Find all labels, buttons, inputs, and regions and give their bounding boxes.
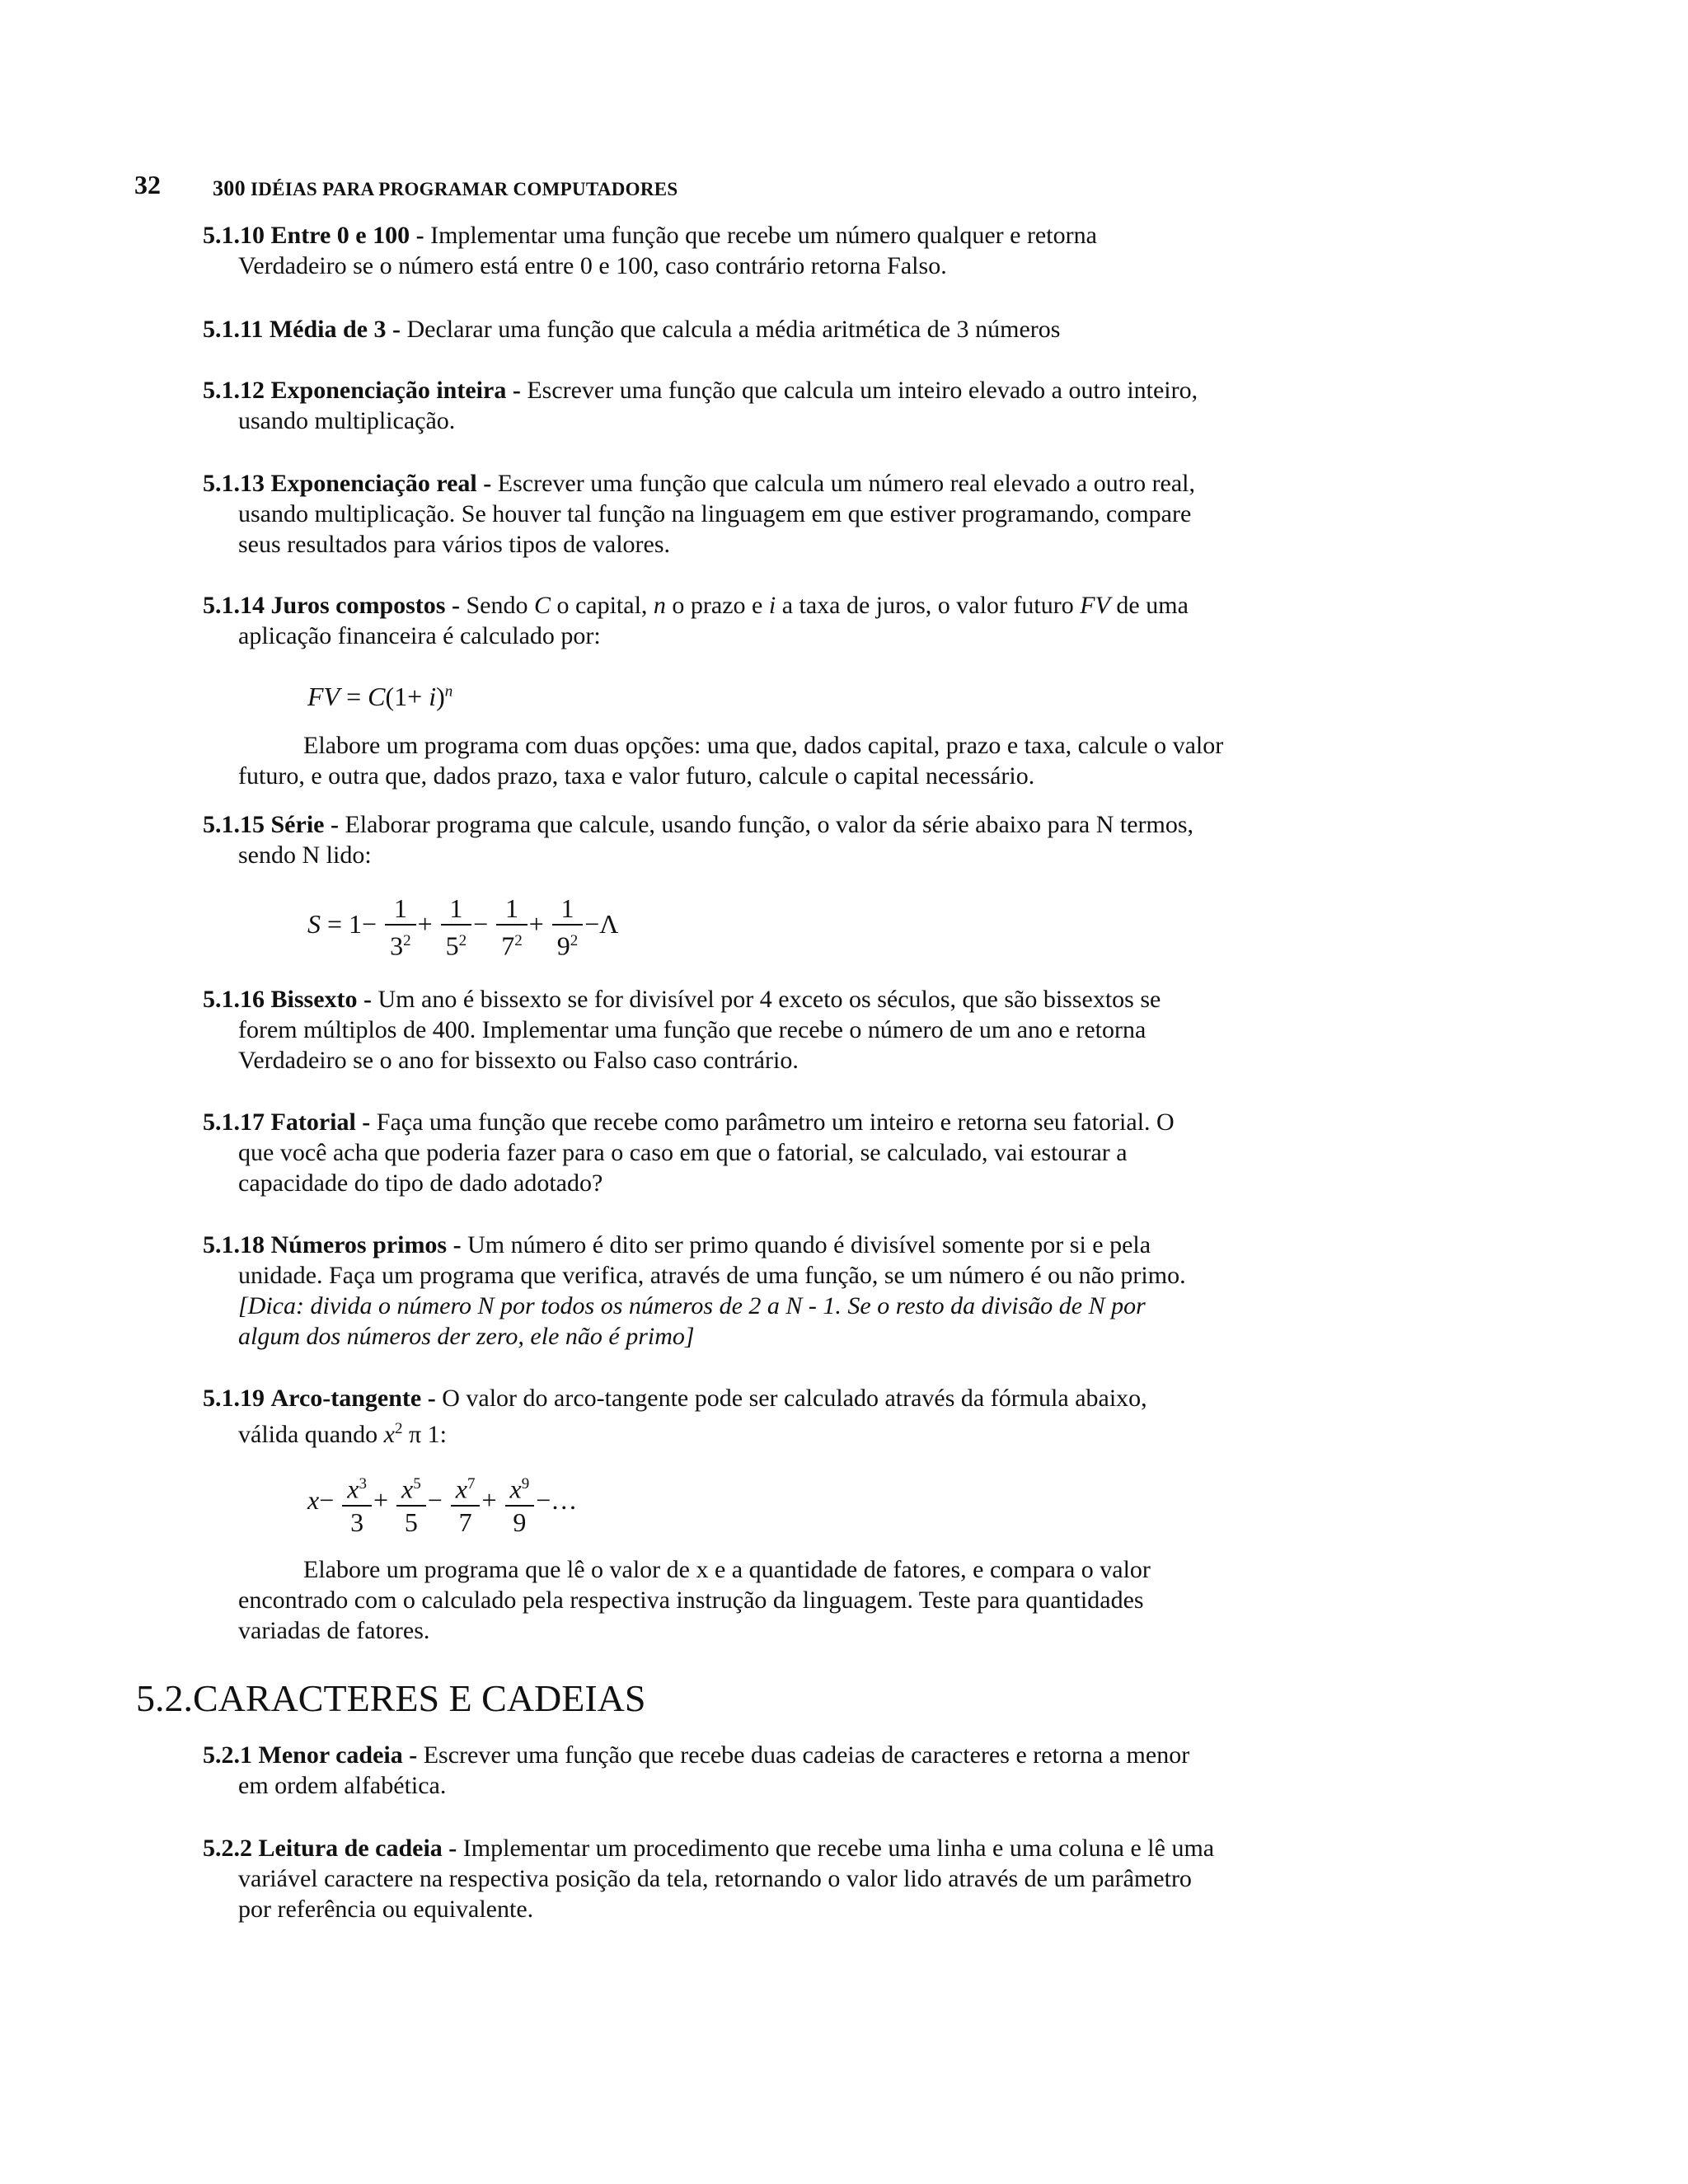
- page-number: 32: [134, 170, 161, 199]
- formula-paren: (1+: [385, 682, 423, 711]
- exercise-number: 5.1.17: [203, 1108, 265, 1136]
- fraction: [496, 893, 528, 962]
- condition-x: x: [383, 1421, 395, 1448]
- exponent: 2: [403, 932, 411, 949]
- exponent: 3: [359, 1475, 367, 1493]
- fraction: [396, 1469, 426, 1538]
- exercise-5-1-15: [203, 809, 1271, 870]
- numerator: [505, 1469, 535, 1507]
- exercise-text-cont: que você acha que poderia fazer para o caso em que o fatorial, se calculado, vai estourar a: [238, 1139, 1128, 1166]
- denominator: [496, 926, 528, 962]
- exercise-title: Exponenciação real -: [270, 470, 492, 497]
- formula-lhs: FV: [307, 682, 340, 711]
- exercise-text: Sendo: [466, 592, 528, 619]
- exercise-5-2-2: [203, 1833, 1271, 1924]
- exercise-text: Um ano é bissexto se for divisível por 4 exceto os séculos, que são bissextos se: [377, 986, 1161, 1013]
- exercise-text-cont: por referência ou equivalente.: [238, 1896, 534, 1923]
- denominator: [552, 926, 584, 962]
- formula-minus: −: [427, 1485, 443, 1516]
- exponent: 2: [570, 932, 579, 949]
- exercise-text: Faça uma função que recebe como parâmetro um inteiro e retorna seu fatorial. O: [376, 1108, 1175, 1136]
- fraction: [441, 893, 472, 962]
- formula-ellipsis: Λ: [599, 909, 619, 940]
- exercise-5-1-19: [203, 1383, 1271, 1450]
- exercise-title: Média de 3 -: [269, 316, 401, 343]
- section-heading: 5.2.CARACTERES E CADEIAS: [136, 1677, 646, 1719]
- exercise-text-cont: capacidade do tipo de dado adotado?: [238, 1169, 603, 1197]
- base: x: [455, 1474, 467, 1504]
- denominator: 3: [350, 1507, 364, 1537]
- formula-plus: +: [528, 909, 544, 940]
- exercise-number: 5.1.15: [203, 811, 265, 838]
- exponent: 2: [458, 932, 467, 949]
- exercise-text-cont: unidade. Faça um programa que verifica, através de uma função, se um número é ou não primo.: [238, 1262, 1186, 1289]
- formula-future-value: [307, 682, 452, 712]
- exercise-hint: algum dos números der zero, ele não é primo]: [238, 1323, 695, 1350]
- exercise-title: Menor cadeia -: [258, 1741, 418, 1769]
- base: 7: [501, 930, 515, 961]
- exercise-text-cont: variadas de fatores.: [238, 1617, 430, 1644]
- exercise-text-cont: seus resultados para vários tipos de valores.: [238, 531, 671, 558]
- exercise-title: Arco-tangente -: [270, 1385, 436, 1412]
- formula-series: [307, 893, 618, 962]
- exercise-5-1-13: [203, 468, 1271, 560]
- running-head-title: IDÉIAS PARA PROGRAMAR COMPUTADORES: [250, 179, 678, 199]
- denominator: 7: [458, 1507, 472, 1537]
- exercise-text-cont: usando multiplicação.: [238, 407, 456, 434]
- formula-minus: −: [473, 909, 489, 940]
- formula-term: 1: [349, 909, 363, 940]
- numerator: [342, 1469, 372, 1507]
- exercise-hint: [Dica: divida o número N por todos os números de 2 a N - 1. Se o resto da divisão de N por: [238, 1292, 1146, 1319]
- numerator: 1: [441, 893, 472, 926]
- exercise-text: Escrever uma função que recebe duas cadeias de caracteres e retorna a menor: [423, 1741, 1190, 1769]
- exercise-text: Implementar uma função que recebe um número qualquer e retorna: [430, 222, 1097, 249]
- formula-ellipsis: …: [551, 1485, 578, 1516]
- exercise-text-cont: em ordem alfabética.: [238, 1772, 447, 1799]
- exercise-number: 5.1.13: [203, 470, 265, 497]
- exponent: 2: [514, 932, 523, 949]
- condition-exponent: 2: [394, 1420, 403, 1437]
- denominator: [385, 926, 416, 962]
- running-head: [213, 176, 678, 201]
- denominator: [441, 926, 472, 962]
- denominator: 5: [404, 1507, 418, 1537]
- exercise-title: Números primos -: [270, 1231, 462, 1258]
- exercise-5-1-14-continued: [203, 730, 1271, 791]
- exponent: 5: [413, 1475, 421, 1493]
- variable-fv: FV: [1080, 592, 1110, 619]
- formula-minus: −: [362, 909, 377, 940]
- exercise-text: Um número é dito ser primo quando é divisível somente por si e pela: [467, 1231, 1151, 1258]
- exercise-text: a taxa de juros, o valor futuro: [781, 592, 1074, 619]
- exercise-text: Declarar uma função que calcula a média aritmética de 3 números: [406, 316, 1061, 343]
- exercise-5-1-14: [203, 590, 1271, 651]
- base: 5: [445, 930, 459, 961]
- exercise-number: 5.1.12: [203, 377, 265, 404]
- exercise-title: Fatorial -: [270, 1108, 371, 1136]
- exercise-number: 5.1.18: [203, 1231, 265, 1258]
- exercise-5-2-1: [203, 1740, 1271, 1801]
- numerator: [396, 1469, 426, 1507]
- exercise-number: 5.1.14: [203, 592, 265, 619]
- formula-equals: =: [327, 909, 343, 940]
- exercise-5-1-17: [203, 1107, 1271, 1198]
- base: x: [401, 1474, 414, 1504]
- fraction: [385, 893, 416, 962]
- numerator: [451, 1469, 481, 1507]
- exercise-5-1-16: [203, 984, 1271, 1076]
- running-head-number: 300: [213, 176, 246, 200]
- exercise-text-cont: variável caractere na respectiva posição da tela, retornando o valor lido através de um parâmetro: [238, 1865, 1192, 1892]
- formula-plus: +: [373, 1485, 388, 1516]
- variable-c: C: [533, 592, 551, 619]
- exponent: 9: [521, 1475, 530, 1493]
- exercise-number: 5.1.16: [203, 986, 265, 1013]
- exercise-text: Implementar um procedimento que recebe uma linha e uma coluna e lê uma: [462, 1835, 1215, 1862]
- exercise-title: Bissexto -: [270, 986, 372, 1013]
- exercise-number: 5.1.19: [203, 1385, 265, 1412]
- fraction: [505, 1469, 535, 1538]
- condition-relation: π 1:: [408, 1421, 447, 1448]
- exercise-text-cont: encontrado com o calculado pela respectiva instrução da linguagem. Teste para quantidades: [238, 1586, 1144, 1614]
- base: 3: [390, 930, 404, 961]
- formula-i: i: [429, 682, 437, 711]
- exercise-title: Leitura de cadeia -: [258, 1835, 457, 1862]
- exercise-text: Escrever uma função que calcula um número real elevado a outro real,: [497, 470, 1196, 497]
- denominator: 9: [513, 1507, 527, 1537]
- exercise-title: Exponenciação inteira -: [270, 377, 521, 404]
- formula-arctangent: [307, 1469, 577, 1538]
- exercise-5-1-19-continued: [203, 1554, 1271, 1646]
- formula-x: x: [307, 1485, 320, 1516]
- exercise-text-cont: Elabore um programa que lê o valor de x e a quantidade de fatores, e compara o valor: [303, 1556, 1151, 1583]
- numerator: 1: [552, 893, 584, 926]
- formula-plus: +: [417, 909, 433, 940]
- exercise-text: Escrever uma função que calcula um inteiro elevado a outro inteiro,: [527, 377, 1198, 404]
- exercise-number: 5.1.11: [203, 316, 264, 343]
- variable-i: i: [768, 592, 776, 619]
- formula-minus: −: [584, 909, 600, 940]
- exercise-5-1-18: [203, 1230, 1271, 1352]
- fraction: [451, 1469, 481, 1538]
- exercise-text-cont: Verdadeiro se o ano for bissexto ou Falso caso contrário.: [238, 1047, 799, 1074]
- exercise-text: de uma: [1116, 592, 1189, 619]
- numerator: 1: [496, 893, 528, 926]
- exercise-text-cont: sendo N lido:: [238, 841, 372, 869]
- formula-equals: =: [346, 682, 362, 711]
- exercise-5-1-11: [203, 314, 1271, 344]
- exercise-text-cont: futuro, e outra que, dados prazo, taxa e valor futuro, calcule o capital necessário.: [238, 762, 1035, 790]
- formula-minus: −: [319, 1485, 335, 1516]
- formula-minus: −: [536, 1485, 551, 1516]
- exercise-text-cont: aplicação financeira é calculado por:: [238, 622, 601, 649]
- formula-exponent: n: [444, 682, 453, 701]
- exercise-title: Entre 0 e 100 -: [270, 222, 424, 249]
- base: 9: [556, 930, 570, 961]
- formula-plus: +: [481, 1485, 497, 1516]
- variable-n: n: [653, 592, 666, 619]
- exercise-text: o capital,: [556, 592, 648, 619]
- fraction: [552, 893, 584, 962]
- exercise-text-cont: [238, 1413, 1271, 1450]
- exercise-text-cont: Verdadeiro se o número está entre 0 e 100, caso contrário retorna Falso.: [238, 252, 947, 279]
- exercise-text: Elaborar programa que calcule, usando função, o valor da série abaixo para N termos,: [345, 811, 1194, 838]
- exercise-5-1-10: [203, 220, 1271, 281]
- formula-close: ): [436, 682, 445, 711]
- base: x: [509, 1474, 522, 1504]
- exercise-text: o prazo e: [672, 592, 763, 619]
- base: x: [347, 1474, 359, 1504]
- exercise-text-cont: forem múltiplos de 400. Implementar uma função que recebe o número de um ano e retorna: [238, 1016, 1146, 1043]
- numerator: 1: [385, 893, 416, 926]
- exponent: 7: [467, 1475, 476, 1493]
- exercise-text-cont: Elabore um programa com duas opções: uma que, dados capital, prazo e taxa, calcule o valor: [303, 732, 1224, 759]
- fraction: [342, 1469, 372, 1538]
- formula-lhs: S: [307, 909, 321, 940]
- condition-text: válida quando: [238, 1421, 378, 1448]
- exercise-number: 5.2.1: [203, 1741, 252, 1769]
- exercise-text-cont: usando multiplicação. Se houver tal função na linguagem em que estiver programando, compare: [238, 500, 1192, 527]
- exercise-title: Série -: [270, 811, 339, 838]
- exercise-5-1-12: [203, 375, 1271, 436]
- exercise-number: 5.2.2: [203, 1835, 252, 1862]
- formula-c: C: [368, 682, 386, 711]
- exercise-text: O valor do arco-tangente pode ser calculado através da fórmula abaixo,: [442, 1385, 1147, 1412]
- exercise-title: Juros compostos -: [270, 592, 460, 619]
- exercise-number: 5.1.10: [203, 222, 265, 249]
